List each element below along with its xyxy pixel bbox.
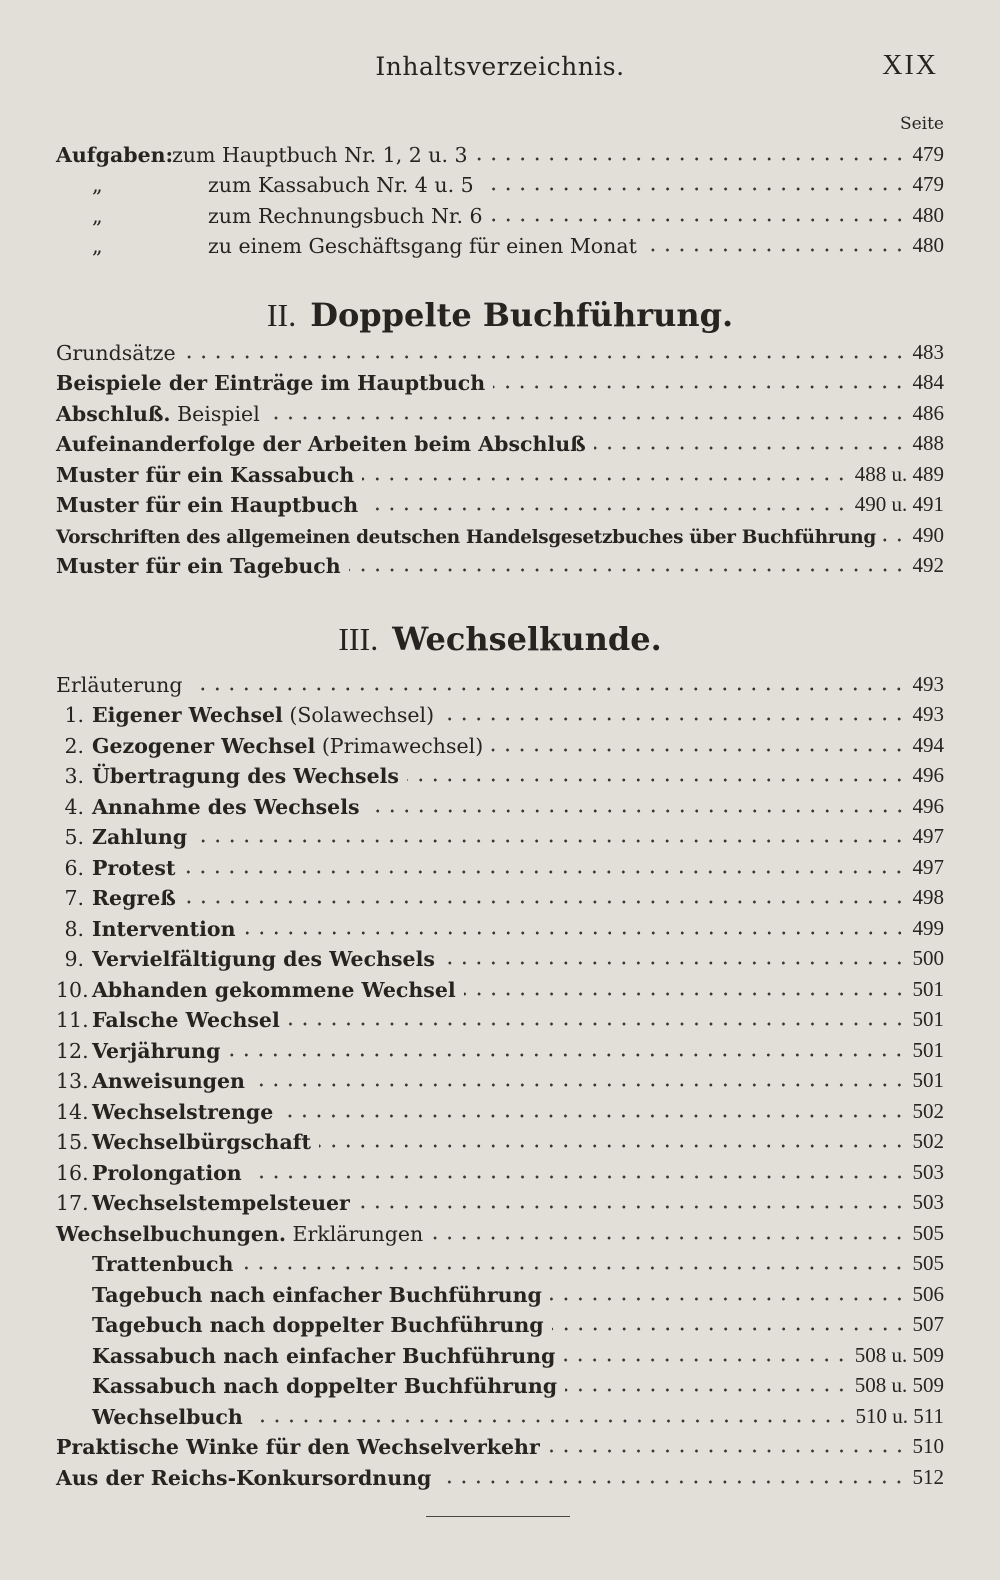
leader-dots — [563, 1358, 848, 1362]
leader-dots — [407, 778, 907, 782]
toc-entry — [56, 697, 944, 728]
toc-entry-text: Wechselstrenge — [92, 1099, 274, 1124]
aufgaben-label: Aufgaben: — [56, 142, 174, 167]
toc-page: 490 — [912, 522, 944, 547]
leader-dots — [491, 218, 907, 222]
toc-entry — [56, 1002, 944, 1033]
toc-entry — [56, 456, 944, 487]
toc-entry-number: 4. — [64, 794, 84, 819]
toc-entry-text: Wechselstempelsteuer — [92, 1191, 350, 1215]
toc-entry-text: Zahlung — [92, 825, 188, 849]
toc-page: 510 u. 511 — [855, 1403, 944, 1428]
toc-entry-text: Muster für ein Tagebuch — [56, 554, 341, 578]
toc-entry — [56, 819, 944, 850]
toc-page: 480 — [912, 202, 944, 227]
section-title: Doppelte Buchführung. — [310, 296, 734, 334]
toc-entry-text: zum Kassabuch Nr. 4 u. 5 — [208, 173, 474, 197]
toc-entry — [56, 1124, 944, 1155]
toc-entry — [56, 1246, 944, 1277]
toc-entry-number: 8. — [64, 916, 84, 941]
toc-entry — [56, 849, 944, 880]
toc-page: 497 — [912, 854, 944, 879]
section-heading-2 — [0, 296, 1000, 334]
toc-page: 507 — [912, 1312, 944, 1336]
toc-entry-text: Muster für ein Kassabuch — [56, 462, 355, 487]
ditto-mark: „ — [92, 173, 103, 197]
toc-entry-text: Regreß — [92, 886, 176, 910]
toc-page: 502 — [912, 1129, 944, 1153]
toc-page: 499 — [912, 915, 944, 940]
toc-page: 503 — [912, 1159, 944, 1184]
leader-dots — [645, 248, 907, 252]
running-header-title: Inhaltsverzeichnis. — [375, 52, 625, 81]
toc-page: 500 — [912, 946, 944, 970]
leader-dots — [244, 931, 907, 935]
leader-dots — [550, 1297, 907, 1301]
toc-entry-text: Anweisungen — [92, 1069, 245, 1093]
toc-entry — [56, 1093, 944, 1124]
toc-entry-text: Protest — [92, 855, 176, 880]
toc-page: 501 — [912, 1037, 944, 1062]
toc-page: 508 u. 509 — [854, 1342, 944, 1367]
toc-entry-text: Trattenbuch — [92, 1252, 234, 1276]
toc-entry — [56, 971, 944, 1002]
toc-page: 496 — [912, 793, 944, 818]
section-numeral: III. — [338, 621, 379, 657]
toc-entry-text: Aufeinanderfolge der Arbeiten beim Abschluß — [56, 432, 586, 456]
toc-entry-number: 14. — [56, 1099, 89, 1124]
toc-entry-note: (Primawechsel) — [321, 733, 484, 758]
leader-dots — [288, 1022, 907, 1026]
toc-page: 505 — [912, 1251, 944, 1275]
toc-entry-text: Kassabuch nach doppelter Buchführung — [92, 1374, 558, 1398]
leader-dots — [565, 1388, 849, 1392]
toc-page: 488 u. 489 — [854, 461, 944, 486]
toc-entry — [56, 1459, 944, 1490]
toc-entry-text: Vorschriften des allgemeinen deutschen Handelsgesetzbuches über Buchführung — [56, 526, 876, 548]
toc-entry-text: Praktische Winke für den Wechselverkehr — [56, 1435, 540, 1459]
toc-entry-subtext: Erklärungen — [292, 1221, 424, 1246]
toc-entry-text: Verjährung — [92, 1038, 221, 1063]
toc-entry — [56, 365, 944, 396]
toc-entry-text: Intervention — [92, 916, 236, 941]
leader-dots — [439, 1480, 906, 1484]
toc-entry-number: 2. — [64, 733, 84, 758]
page-number: XIX — [882, 50, 938, 81]
toc-entry-text: Erläuterung — [56, 672, 183, 697]
toc-entry — [56, 666, 944, 697]
toc-entry-number: 7. — [64, 886, 84, 910]
toc-entry — [56, 334, 944, 365]
toc-entry-text: Wechselbuchungen. — [56, 1221, 287, 1246]
toc-entry-text: zum Hauptbuch Nr. 1, 2 u. 3 — [172, 142, 468, 167]
toc-page: 498 — [912, 885, 944, 909]
toc-page: 493 — [912, 702, 944, 726]
ditto-mark: „ — [92, 203, 103, 228]
toc-page: 486 — [912, 400, 944, 425]
toc-page: 501 — [912, 976, 944, 1001]
leader-dots — [594, 446, 907, 450]
toc-entry-number: 16. — [56, 1160, 89, 1185]
toc-entry-text: Kassabuch nach einfacher Buchführung — [92, 1343, 556, 1368]
leader-dots — [442, 717, 906, 721]
leader-dots — [281, 1114, 906, 1118]
toc-entry-text: Annahme des Wechsels — [92, 794, 360, 819]
section3-list — [56, 666, 944, 1490]
toc-entry-number: 3. — [64, 764, 84, 788]
toc-page: 494 — [912, 732, 944, 757]
toc-page: 508 u. 509 — [854, 1373, 944, 1397]
leader-dots — [253, 1083, 907, 1087]
section-numeral: II. — [266, 297, 297, 333]
toc-entry-text: Abhanden gekommene Wechsel — [92, 977, 456, 1002]
toc-entry-text: Aus der Reichs-Konkursordnung — [56, 1465, 432, 1490]
toc-entry — [56, 910, 944, 941]
toc-entry — [56, 1307, 944, 1338]
toc-entry-text: Eigener Wechsel — [92, 703, 283, 727]
leader-dots — [880, 538, 907, 542]
toc-entry — [56, 1429, 944, 1460]
leader-dots — [362, 477, 849, 481]
toc-entry — [56, 426, 944, 457]
toc-entry-text: Grundsätze — [56, 340, 176, 365]
toc-page: 502 — [912, 1098, 944, 1123]
toc-page: 497 — [912, 824, 944, 848]
leader-dots — [366, 507, 849, 511]
toc-page: 510 — [912, 1434, 944, 1458]
toc-entry-text: Beispiele der Einträge im Hauptbuch — [56, 371, 486, 395]
toc-entry — [56, 1337, 944, 1368]
leader-dots — [241, 1266, 906, 1270]
toc-entry — [56, 548, 944, 579]
toc-entry-number: 10. — [56, 977, 89, 1002]
toc-entry-text: Gezogener Wechsel — [92, 733, 316, 758]
toc-entry-text: Tagebuch nach doppelter Buchführung — [92, 1313, 544, 1337]
toc-entry-text: Wechselbürgschaft — [92, 1130, 312, 1154]
toc-entry-number: 5. — [64, 825, 84, 849]
leader-dots — [349, 568, 907, 572]
leader-dots — [250, 1175, 907, 1179]
leader-dots — [464, 992, 907, 996]
toc-entry — [56, 1154, 944, 1185]
toc-entry-text: Muster für ein Hauptbuch — [56, 493, 359, 517]
section2-list — [56, 334, 944, 578]
toc-entry — [56, 1276, 944, 1307]
leader-dots — [493, 385, 906, 389]
toc-entry-note: (Solawechsel) — [289, 703, 435, 727]
toc-page: 506 — [912, 1281, 944, 1306]
toc-entry — [56, 880, 944, 911]
leader-dots — [184, 355, 907, 359]
toc-page: 505 — [912, 1220, 944, 1245]
toc-entry — [56, 941, 944, 972]
leader-dots — [183, 870, 906, 874]
toc-entry — [56, 228, 944, 259]
toc-entry-text: Übertragung des Wechsels — [92, 764, 399, 788]
toc-entry-text: zu einem Geschäftsgang für einen Monat — [208, 234, 637, 258]
toc-page: 488 — [912, 431, 944, 455]
toc-entry — [56, 727, 944, 758]
leader-dots — [431, 1236, 906, 1240]
toc-page: 479 — [912, 172, 944, 196]
toc-page: 492 — [912, 553, 944, 577]
toc-entry-text: Wechselbuch — [92, 1404, 243, 1429]
toc-entry-number: 11. — [56, 1008, 89, 1032]
toc-page: 483 — [912, 339, 944, 364]
toc-page: 503 — [912, 1190, 944, 1214]
toc-page: 484 — [912, 370, 944, 394]
footer-rule — [426, 1516, 570, 1517]
leader-dots — [368, 809, 907, 813]
leader-dots — [195, 839, 906, 843]
toc-entry-number: 13. — [56, 1069, 89, 1093]
leader-dots — [491, 748, 906, 752]
toc-entry-text: Abschluß. — [56, 401, 171, 426]
toc-entry-subtext: Beispiel — [177, 401, 260, 426]
toc-page: 493 — [912, 671, 944, 696]
toc-entry-text: zum Rechnungsbuch Nr. 6 — [208, 203, 483, 228]
toc-entry — [56, 1185, 944, 1216]
toc-entry-number: 9. — [64, 947, 84, 971]
section-title: Wechselkunde. — [392, 620, 662, 658]
leader-dots — [548, 1449, 907, 1453]
toc-entry-number: 15. — [56, 1130, 89, 1154]
section-heading-3 — [0, 620, 1000, 658]
toc-entry-text: Vervielfältigung des Wechsels — [92, 947, 435, 971]
toc-entry — [56, 136, 944, 167]
toc-page: 480 — [912, 233, 944, 257]
toc-page: 512 — [912, 1464, 944, 1489]
toc-page: 479 — [912, 141, 944, 166]
toc-entry — [56, 197, 944, 228]
toc-page: 490 u. 491 — [854, 492, 944, 516]
leader-dots — [319, 1144, 906, 1148]
page-column-label: Seite — [899, 114, 944, 134]
ditto-mark: „ — [92, 234, 103, 258]
toc-entry-number: 17. — [56, 1191, 89, 1215]
toc-entry — [56, 487, 944, 518]
toc-entry — [56, 1398, 944, 1429]
toc-entry-number: 1. — [64, 703, 84, 727]
toc-page: 501 — [912, 1007, 944, 1031]
leader-dots — [552, 1327, 907, 1331]
aufgaben-list — [56, 136, 944, 258]
toc-entry — [56, 758, 944, 789]
toc-entry-number: 6. — [64, 855, 84, 880]
toc-entry-number: 12. — [56, 1038, 89, 1063]
leader-dots — [268, 416, 907, 420]
toc-entry-text: Falsche Wechsel — [92, 1008, 280, 1032]
leader-dots — [476, 157, 907, 161]
toc-entry — [56, 1032, 944, 1063]
toc-entry-text: Prolongation — [92, 1160, 242, 1185]
toc-entry — [56, 1063, 944, 1094]
toc-entry — [56, 788, 944, 819]
toc-page: 496 — [912, 763, 944, 787]
toc-page: 501 — [912, 1068, 944, 1092]
leader-dots — [228, 1053, 906, 1057]
leader-dots — [251, 1419, 850, 1423]
toc-entry — [56, 517, 944, 548]
leader-dots — [190, 687, 906, 691]
toc-entry — [56, 167, 944, 198]
leader-dots — [443, 961, 907, 965]
leader-dots — [184, 900, 907, 904]
toc-entry — [56, 395, 944, 426]
toc-entry-text: Tagebuch nach einfacher Buchführung — [92, 1282, 542, 1307]
toc-entry — [56, 1215, 944, 1246]
leader-dots — [358, 1205, 907, 1209]
leader-dots — [482, 187, 907, 191]
toc-entry — [56, 1368, 944, 1399]
